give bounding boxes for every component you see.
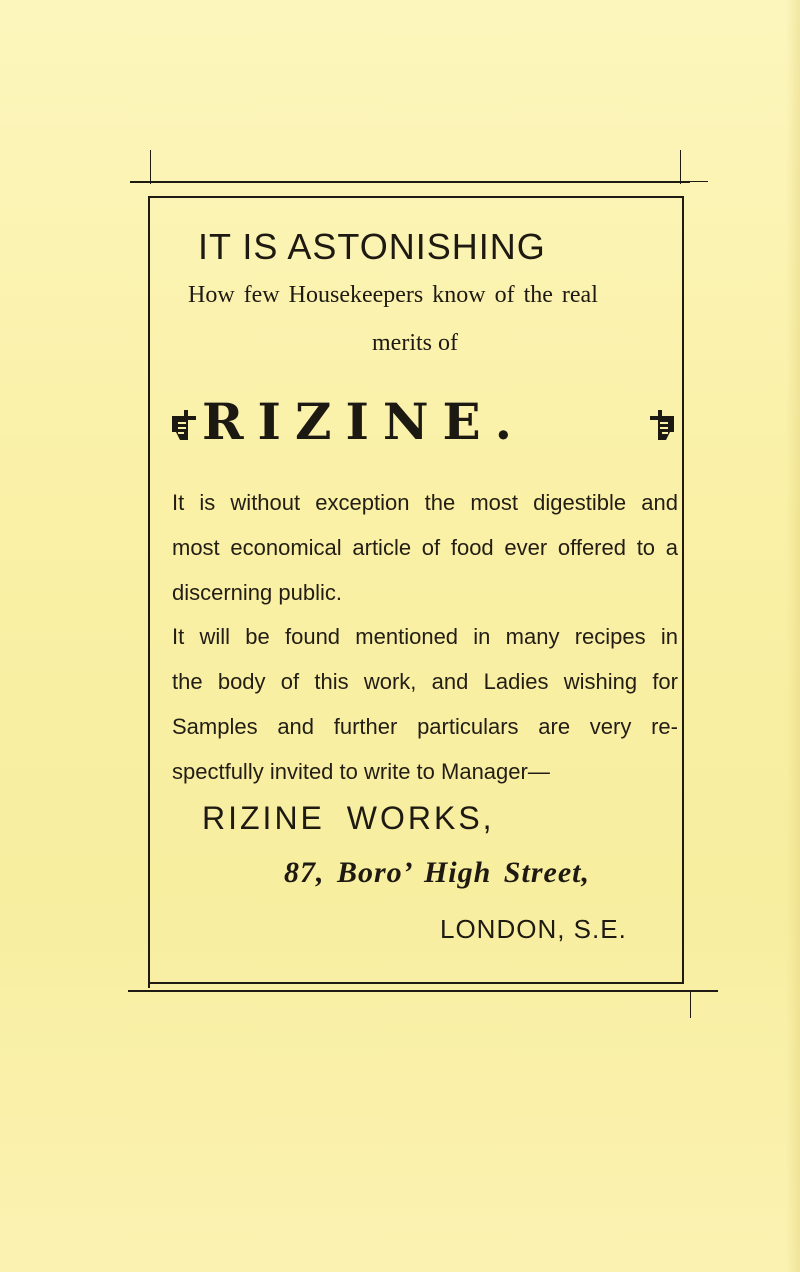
- frame-rule-bottom-inner: [150, 982, 684, 984]
- street-address: 87, Boro’ High Street,: [284, 856, 590, 889]
- frame-rule-left: [148, 196, 150, 988]
- frame-rule-bottom-outer: [128, 990, 718, 992]
- frame-rule-top-inner: [148, 196, 682, 198]
- page-edge-shadow: [786, 0, 800, 1272]
- advert-headline: IT IS ASTONISHING: [198, 226, 546, 267]
- advert-subhead-line-1: How few Housekeepers know of the real: [188, 282, 598, 308]
- paragraph-1-line-1: It is without exception the most digestible and: [172, 490, 678, 515]
- brand-name: RIZINE.: [202, 392, 527, 451]
- city-postal: LONDON, S.E.: [440, 914, 627, 944]
- paragraph-1-line-2: most economical article of food ever offered to a: [172, 535, 678, 560]
- paragraph-2-line-1: It will be found mentioned in many recipes in: [172, 624, 678, 649]
- paragraph-1-line-3: discerning public.: [172, 580, 342, 605]
- frame-tick-bottom-right: [690, 990, 691, 1018]
- frame-tick-top-left: [150, 150, 151, 184]
- paragraph-digestible: [172, 480, 678, 615]
- brand-row: [170, 392, 676, 458]
- paragraph-recipes: [172, 614, 678, 794]
- paragraph-2-line-2: the body of this work, and Ladies wishing for: [172, 669, 678, 694]
- frame-rule-top-outer: [130, 181, 690, 183]
- hand-pointing-left-icon: [646, 406, 676, 444]
- paragraph-2-line-4: spectfully invited to write to Manager—: [172, 759, 550, 784]
- advert-subhead-line-2: merits of: [372, 330, 458, 356]
- frame-rule-right: [682, 196, 684, 982]
- frame-tick-top-right: [680, 150, 681, 184]
- paragraph-2-line-3: Samples and further particulars are very re-: [172, 714, 678, 739]
- company-name: RIZINE WORKS,: [202, 800, 495, 836]
- frame-rule-top-extension: [684, 181, 708, 182]
- hand-pointing-right-icon: [170, 406, 200, 444]
